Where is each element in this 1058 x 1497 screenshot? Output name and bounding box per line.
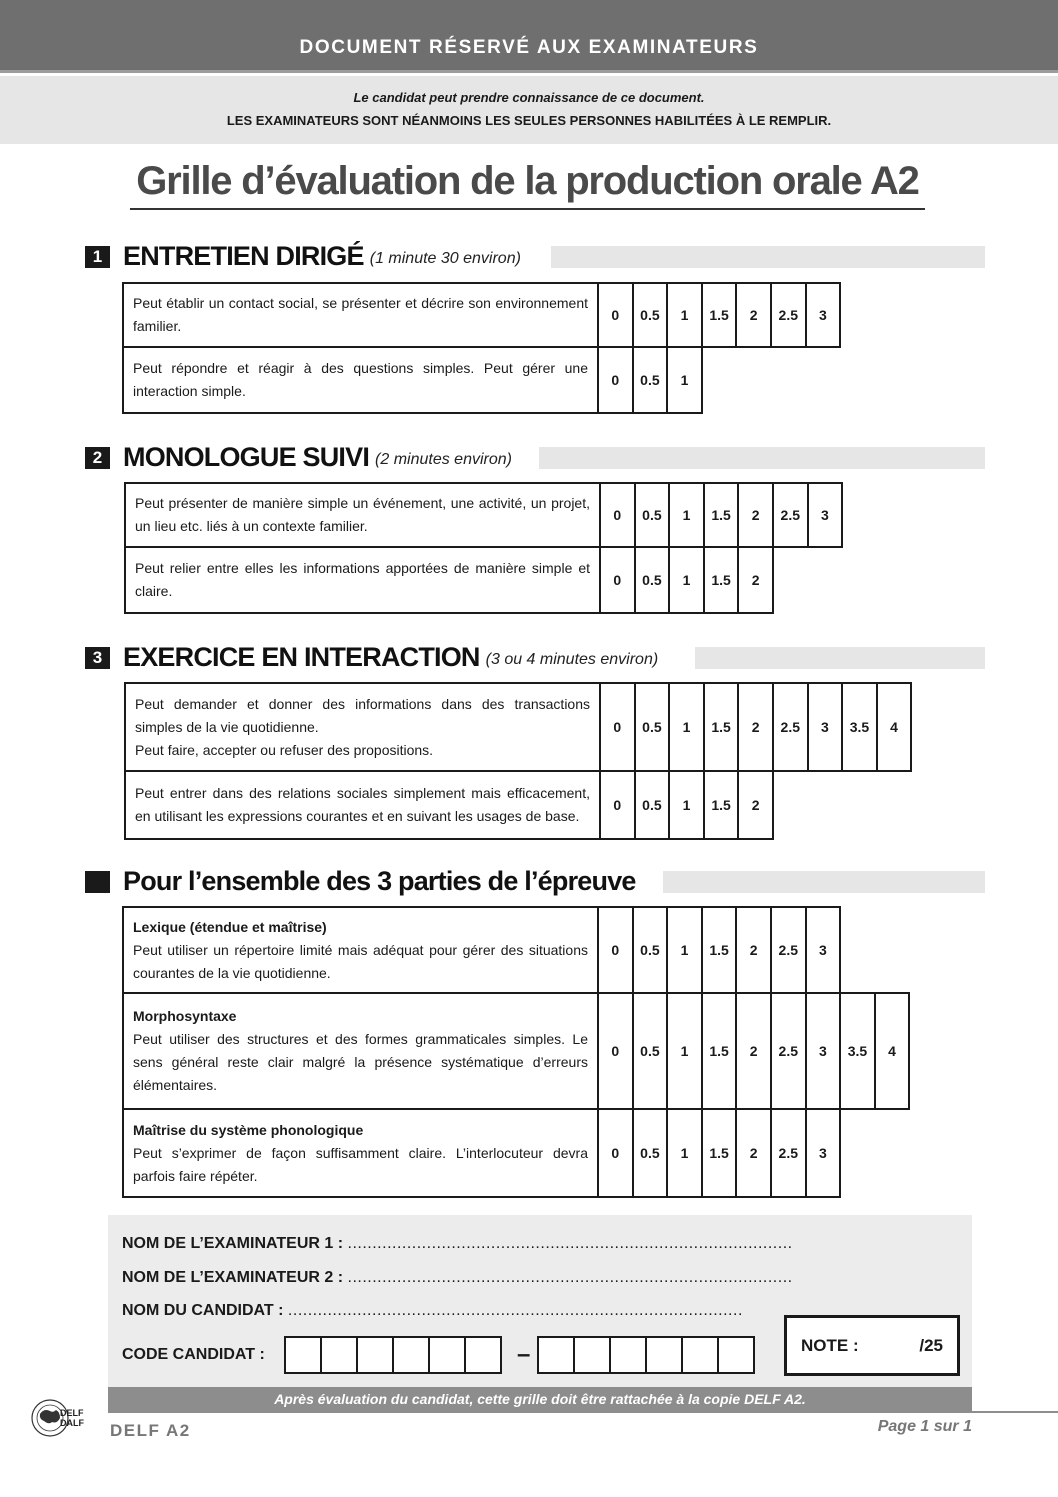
code-digit-box[interactable]	[284, 1336, 322, 1374]
note-box[interactable]	[784, 1315, 960, 1376]
score-cell[interactable]: 0.5	[633, 907, 668, 993]
note-label: NOTE :	[801, 1335, 859, 1355]
notice-line-1: Le candidat peut prendre connaissance de ce document.	[353, 90, 705, 105]
section-title: ENTRETIEN DIRIGÉ	[123, 241, 364, 271]
score-cell[interactable]: 3	[808, 683, 843, 771]
code-digit-box[interactable]	[464, 1336, 502, 1374]
score-cell[interactable]: 3	[806, 283, 841, 347]
score-cell[interactable]: 1.5	[704, 683, 739, 771]
score-cell[interactable]: 3	[806, 907, 841, 993]
section-rule	[663, 871, 985, 893]
code-digit-box[interactable]	[320, 1336, 358, 1374]
candidate-code-group-2	[537, 1336, 753, 1374]
score-cell[interactable]: 1	[669, 683, 704, 771]
score-cell[interactable]: 2.5	[771, 283, 806, 347]
candidate-name-label: NOM DU CANDIDAT :	[122, 1302, 284, 1319]
criterion-text-part: Peut demander et donner des informations dans des transactions simples de la vie quotidienne.	[135, 695, 590, 735]
score-cell[interactable]: 1.5	[702, 993, 737, 1109]
score-cell[interactable]: 0	[598, 283, 633, 347]
criterion-body: Peut s’exprimer de façon suffisamment claire. L’interlocuteur devra parfois faire répéter.	[133, 1144, 588, 1184]
score-cell[interactable]: 2.5	[773, 483, 808, 547]
criterion-row	[125, 547, 842, 613]
reserved-banner: DOCUMENT RÉSERVÉ AUX EXAMINATEURS	[0, 0, 1058, 73]
section-rule	[539, 447, 985, 469]
score-cell[interactable]: 0.5	[635, 483, 670, 547]
score-cell[interactable]: 0.5	[633, 347, 668, 413]
code-digit-box[interactable]	[717, 1336, 755, 1374]
criterion-row	[125, 483, 842, 547]
section-title: EXERCICE EN INTERACTION	[123, 642, 480, 672]
criterion-text	[125, 683, 600, 771]
score-cell[interactable]: 1.5	[702, 283, 737, 347]
criterion-body: Peut utiliser des structures et des formes grammaticales simples. Le sens général reste clair malgré la présence systématique d’erreurs élémentaires.	[133, 1031, 588, 1093]
footer-instruction: Après évaluation du candidat, cette grille doit être rattachée à la copie DELF A2.	[108, 1387, 972, 1411]
criterion-row	[125, 683, 911, 771]
score-cell[interactable]: 2.5	[771, 907, 806, 993]
candidate-code-label: CODE CANDIDAT :	[122, 1346, 265, 1363]
section-3-grid	[124, 682, 912, 840]
score-cell[interactable]: 4	[877, 683, 912, 771]
examiner-1-dots: ..........................................................................................	[347, 1235, 793, 1252]
score-cell[interactable]: 1	[667, 907, 702, 993]
score-cell[interactable]: 0.5	[633, 283, 668, 347]
section-marker	[85, 871, 110, 893]
examiner-2-dots: ..........................................................................................	[347, 1269, 793, 1286]
score-cell[interactable]: 2.5	[773, 683, 808, 771]
score-cell[interactable]: 1	[667, 993, 702, 1109]
criterion-text	[123, 1109, 598, 1197]
page-number: Page 1 sur 1	[877, 1418, 972, 1435]
code-digit-box[interactable]	[645, 1336, 683, 1374]
score-cell[interactable]: 3.5	[840, 993, 875, 1109]
criterion-row	[123, 1109, 909, 1197]
score-cell[interactable]: 0	[598, 347, 633, 413]
section-1-grid	[122, 282, 841, 414]
criterion-text: Peut répondre et réagir à des questions simples. Peut gérer une interaction simple.	[123, 347, 598, 413]
score-cell[interactable]: 1	[669, 771, 704, 839]
section-duration: (1 minute 30 environ)	[369, 250, 521, 267]
section-2-grid	[124, 482, 843, 614]
score-cell[interactable]: 1	[667, 1109, 702, 1197]
score-cell[interactable]: 2	[736, 993, 771, 1109]
score-cell[interactable]: 1.5	[704, 483, 739, 547]
score-cell[interactable]: 2	[736, 1109, 771, 1197]
score-cell[interactable]: 2	[736, 283, 771, 347]
criterion-text-part: Peut faire, accepter ou refuser des propositions.	[135, 741, 434, 758]
score-cell[interactable]: 4	[875, 993, 910, 1109]
score-cell[interactable]: 0.5	[633, 1109, 668, 1197]
overall-grid	[122, 906, 910, 1198]
section-title: Pour l’ensemble des 3 parties de l’épreuve	[123, 866, 636, 896]
code-digit-box[interactable]	[428, 1336, 466, 1374]
score-cell[interactable]: 1	[669, 483, 704, 547]
criterion-row	[123, 283, 840, 347]
overall-header	[85, 865, 985, 895]
score-cell[interactable]: 0	[598, 907, 633, 993]
examiner-1-label: NOM DE L’EXAMINATEUR 1 :	[122, 1235, 344, 1252]
score-cell[interactable]: 0.5	[635, 683, 670, 771]
score-cell[interactable]: 1.5	[704, 771, 739, 839]
score-cell[interactable]: 2	[736, 907, 771, 993]
score-cell[interactable]: 0	[600, 483, 635, 547]
score-cell[interactable]: 2	[738, 683, 773, 771]
criterion-heading: Morphosyntaxe	[133, 1008, 237, 1024]
section-1-header	[85, 240, 985, 270]
examiner-2-field[interactable]	[122, 1269, 793, 1287]
exam-level-label: DELF A2	[110, 1421, 191, 1440]
code-digit-box[interactable]	[537, 1336, 575, 1374]
candidate-name-field[interactable]	[122, 1302, 743, 1320]
score-cell[interactable]: 3	[806, 1109, 841, 1197]
score-cell[interactable]: 0	[600, 547, 635, 613]
section-title: MONOLOGUE SUIVI	[123, 442, 370, 472]
score-cell[interactable]: 1.5	[704, 547, 739, 613]
page-title: Grille d’évaluation de la production orale A2	[130, 156, 925, 210]
score-cell[interactable]: 2.5	[771, 993, 806, 1109]
criterion-text: Peut relier entre elles les informations apportées de manière simple et claire.	[125, 547, 600, 613]
score-cell[interactable]: 0.5	[635, 771, 670, 839]
score-cell[interactable]: 1.5	[702, 907, 737, 993]
svg-text:DELF: DELF	[60, 1408, 84, 1418]
notice-line-2: LES EXAMINATEURS SONT NÉANMOINS LES SEULES PERSONNES HABILITÉES À LE REMPLIR.	[226, 113, 832, 128]
score-cell[interactable]: 0	[600, 771, 635, 839]
delf-dalf-logo	[28, 1390, 96, 1446]
criterion-row	[123, 907, 909, 993]
score-cell[interactable]: 0	[600, 683, 635, 771]
criterion-heading: Lexique (étendue et maîtrise)	[133, 918, 327, 935]
criterion-row	[125, 771, 911, 839]
section-3-header	[85, 641, 985, 671]
score-cell[interactable]: 2	[738, 483, 773, 547]
score-cell[interactable]: 2	[738, 771, 773, 839]
score-cell[interactable]: 1	[669, 547, 704, 613]
code-digit-box[interactable]	[392, 1336, 430, 1374]
notice-block	[0, 76, 1058, 144]
criterion-text: Peut présenter de manière simple un événement, une activité, un projet, un lieu etc. liés à un contexte familier.	[125, 483, 600, 547]
section-duration: (2 minutes environ)	[375, 451, 512, 468]
score-cell[interactable]: 3	[806, 993, 841, 1109]
code-separator: –	[517, 1341, 531, 1368]
score-cell[interactable]: 0.5	[633, 993, 668, 1109]
code-digit-box[interactable]	[356, 1336, 394, 1374]
section-number: 2	[85, 447, 110, 469]
code-digit-box[interactable]	[681, 1336, 719, 1374]
score-cell[interactable]: 0	[598, 1109, 633, 1197]
code-digit-box[interactable]	[609, 1336, 647, 1374]
footer-rule	[108, 1411, 1058, 1413]
score-cell[interactable]: 2	[738, 547, 773, 613]
score-cell[interactable]: 1	[667, 347, 702, 413]
score-cell[interactable]: 0	[598, 993, 633, 1109]
score-cell[interactable]: 1.5	[702, 1109, 737, 1197]
score-cell[interactable]: 2.5	[771, 1109, 806, 1197]
criterion-body: Peut utiliser un répertoire limité mais adéquat pour gérer des situations courantes de la vie quotidienne.	[133, 941, 588, 981]
candidate-code-group-1	[284, 1336, 500, 1374]
score-cell[interactable]: 3.5	[842, 683, 877, 771]
svg-text:DALF: DALF	[60, 1418, 84, 1428]
score-cell[interactable]: 3	[808, 483, 843, 547]
criterion-row	[123, 347, 840, 413]
code-digit-box[interactable]	[573, 1336, 611, 1374]
criterion-text	[123, 907, 598, 993]
criterion-text: Peut établir un contact social, se présenter et décrire son environnement familier.	[123, 283, 598, 347]
section-rule	[695, 647, 985, 669]
candidate-name-dots: ............................................................................................	[287, 1302, 743, 1319]
section-2-header	[85, 441, 985, 471]
section-number: 1	[85, 246, 110, 268]
section-number: 3	[85, 647, 110, 669]
criterion-row	[123, 993, 909, 1109]
criterion-text	[123, 993, 598, 1109]
examiner-1-field[interactable]	[122, 1235, 793, 1253]
examiner-2-label: NOM DE L’EXAMINATEUR 2 :	[122, 1269, 344, 1286]
score-cell[interactable]: 1	[667, 283, 702, 347]
section-rule	[551, 246, 985, 268]
criterion-heading: Maîtrise du système phonologique	[133, 1121, 364, 1138]
score-cell[interactable]: 0.5	[635, 547, 670, 613]
note-total: /25	[919, 1335, 943, 1355]
section-duration: (3 ou 4 minutes environ)	[485, 651, 659, 668]
criterion-text: Peut entrer dans des relations sociales simplement mais efficacement, en utilisant les expressions courantes et en suivant les usages de base.	[125, 771, 600, 839]
